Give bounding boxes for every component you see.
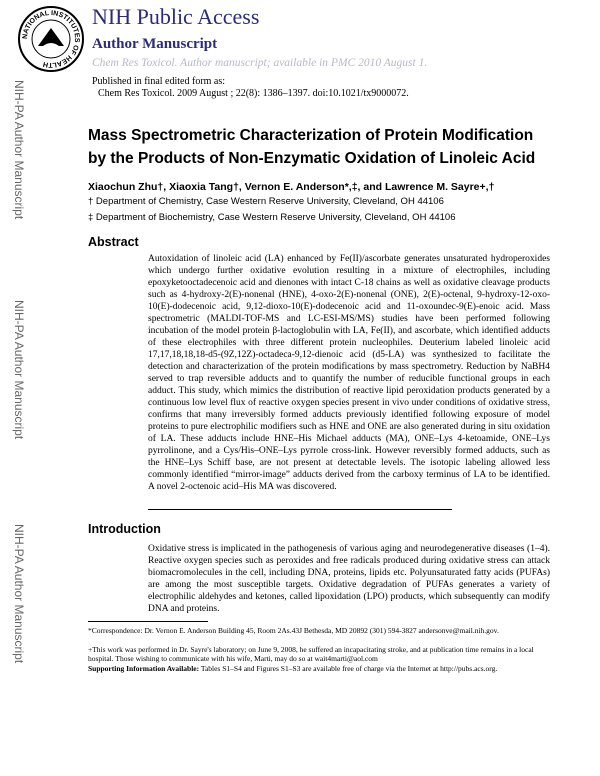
- footnote-divider: [88, 621, 208, 622]
- side-watermark-bottom: NIH-PA Author Manuscript: [12, 524, 26, 664]
- supporting-info-text: Tables S1–S4 and Figures S1–S3 are available free of charge via the Internet at http://pubs.acs.org.: [199, 664, 498, 673]
- availability-note: Chem Res Toxicol. Author manuscript; available in PMC 2010 August 1.: [92, 57, 428, 69]
- side-watermark-top: NIH-PA Author Manuscript: [12, 80, 26, 220]
- nih-public-access-title: NIH Public Access: [92, 4, 260, 29]
- article-title: Mass Spectrometric Characterization of Protein Modification by the Products of Non-Enzymatic Oxidation of Linoleic Acid: [88, 127, 536, 167]
- journal-citation: Chem Res Toxicol. 2009 August ; 22(8): 1386–1397. doi:10.1021/tx9000072.: [98, 88, 409, 99]
- side-watermark-middle: NIH-PA Author Manuscript: [12, 300, 26, 440]
- author-manuscript-label: Author Manuscript: [92, 36, 218, 52]
- sayre-footnote: +This work was performed in Dr. Sayre's laboratory; on June 9, 2008, he suffered an incapacitating stroke, and at publication time remains in a local hospital. Those wishing to communicate with his wife, Marti, may do so at wait4marti@aol.com: [88, 645, 534, 663]
- introduction-text: Oxidative stress is implicated in the pathogenesis of various aging and neurodegenerative diseases (1–4). Reactive oxygen species such as peroxides and free radicals produced during oxidative stress can attack biomacromolecules in the cell, including DNA, proteins, lipids etc. Polyunsaturated fatty acids (PUFAs) are among the most susceptible targets. Oxidative degradation of PUFAs generates a variety of electrophilic aldehydes and ketones, called lipoxidation (LPO) products, which subsequently can modify DNA and proteins.: [148, 544, 550, 614]
- introduction-heading: Introduction: [88, 522, 161, 536]
- abstract-text: Autoxidation of linoleic acid (LA) enhanced by Fe(II)/ascorbate generates unsaturated hydroperoxides which undergo further oxidative evolution resulting in a mixture of electrophiles, including epoxyketooctadecenoic acid and dienones with intact C-18 chains as well as oxidative cleavage products such as 4-hydroxy-2(E)-nonenal (HNE), 4-oxo-2(E)-nonenal (ONE), 2(E)-octenal, 9-hydroxy-12-oxo-10(E)-dodecenoic acid, 9,12-dioxo-10(E)-dodecenoic acid and 11-oxoundec-9(E)-enoic acid. Mass spectrometric (MALDI-TOF-MS and LC-ESI-MS/MS) studies have been performed following incubation of the model protein β-lactoglobulin with LA, Fe(II), and ascorbate, which identified adducts of these electrophiles with three different protein nucleophiles. Deuterium labeled linoleic acid 17,17,18,18,18-d5-(9Z,12Z)-octadeca-9,12-dienoic acid (d5-LA) was synthesized to facilitate the detection and characterization of the protein modifications by mass spectrometry. Reduction by NaBH4 served to trap reversible adducts and to quantify the number of reducible functional groups in each adduct. This study, which mimics the distribution of reactive lipid peroxidation products generated by a continuous low level flux of reactive oxygen species present in vivo under conditions of oxidative stress, confirms that many irreversibly formed adducts previously identified following exposure of model proteins to pure electrophilic modifiers such as HNE and ONE are also generated during in situ oxidation of LA. These adducts include HNE–His Michael adducts (MA), ONE–Lys 4-ketoamide, ONE–Lys pyrrolinone, and a Cys/His–ONE–Lys pyrrole cross-link. However reversibly formed adducts, such as the HNE–Lys Schiff base, are not present at detectable levels. The isotopic labeling allowed less commonly identified “mirror-image” adducts derived from the carboxy terminus of LA to be identified. A novel 2-octenoic acid–His MA was discovered.: [148, 254, 550, 492]
- supporting-info-label: Supporting Information Available:: [88, 664, 200, 673]
- abstract-divider: [148, 509, 452, 510]
- supporting-info-footnote: [88, 664, 558, 673]
- author-list: Xiaochun Zhu†, Xiaoxia Tang†, Vernon E. Anderson*,‡, and Lawrence M. Sayre+,†: [88, 181, 495, 193]
- logo-ring-text: NATIONAL INSTITUTES OF HEALTH: [21, 9, 81, 69]
- abstract-heading: Abstract: [88, 235, 139, 249]
- affiliation-biochemistry: ‡ Department of Biochemistry, Case Western Reserve University, Cleveland, OH 44106: [88, 212, 456, 223]
- correspondence-footnote: *Correspondence: Dr. Vernon E. Anderson Building 45, Room 2As.43J Bethesda, MD 20892 (301) 594-3827 andersonve@mail.nih.gov.: [88, 626, 499, 635]
- nih-logo-icon: [16, 4, 86, 74]
- published-label: Published in final edited form as:: [92, 76, 226, 87]
- affiliation-chemistry: † Department of Chemistry, Case Western Reserve University, Cleveland, OH 44106: [88, 196, 444, 207]
